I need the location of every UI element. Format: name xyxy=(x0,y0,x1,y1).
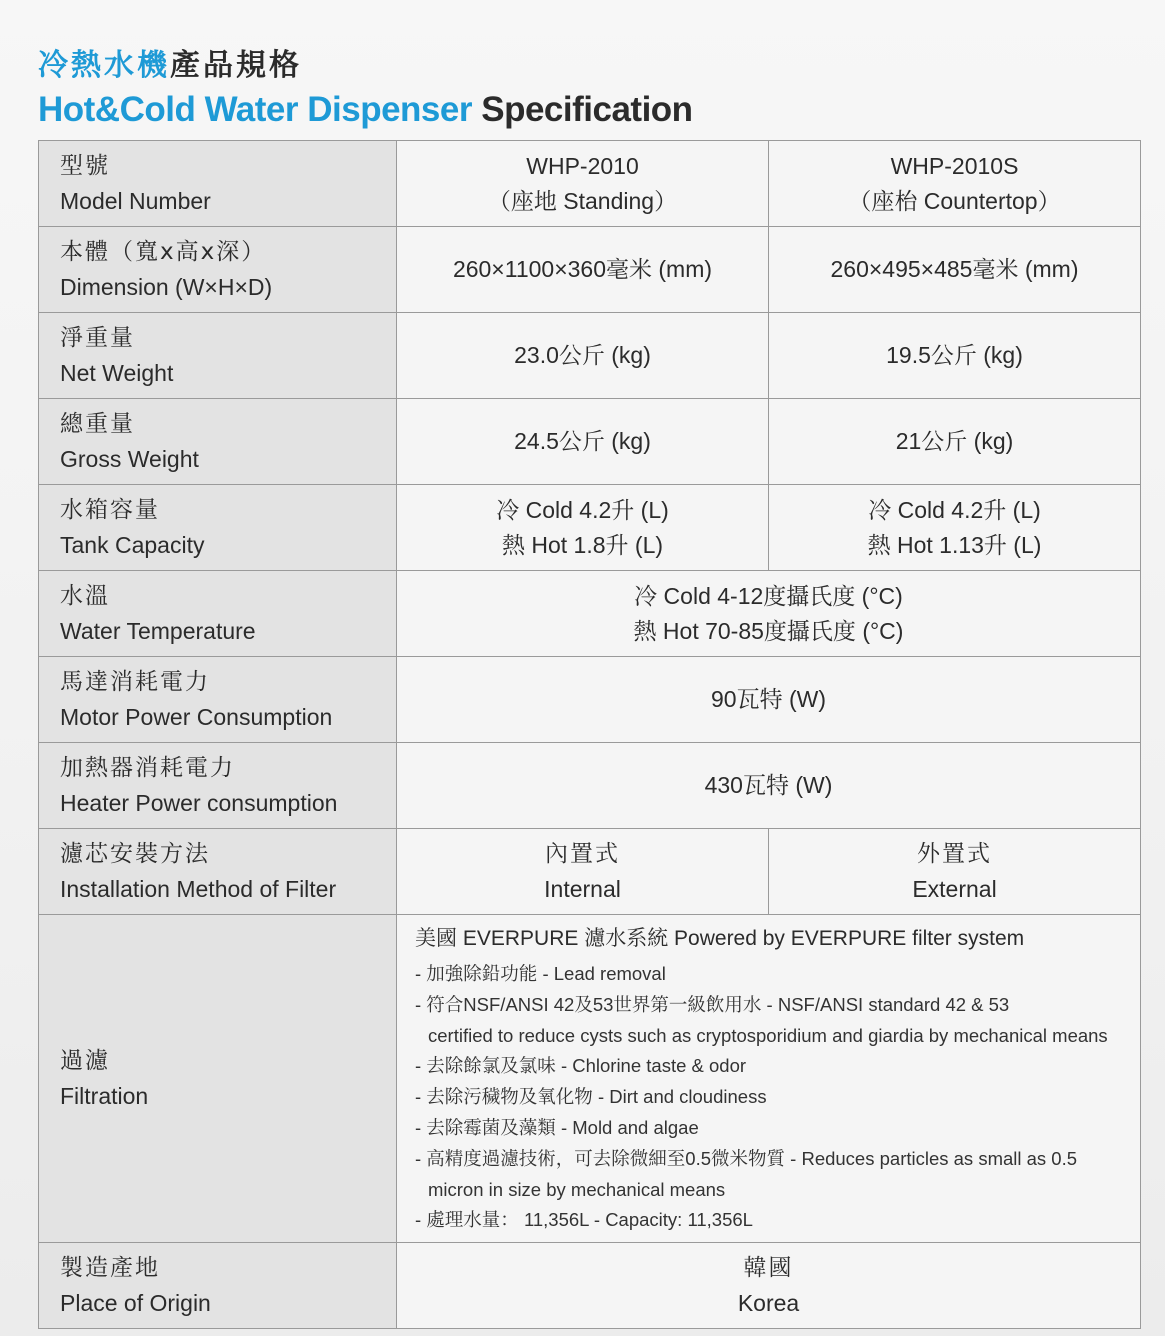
cell-dimension-1: 260×1100×360毫米 (mm) xyxy=(397,227,769,313)
title-en-dark: Specification xyxy=(481,90,693,129)
temp-hot: 熱 Hot 70-85度攝氏度 (°C) xyxy=(633,617,904,644)
table-row-origin xyxy=(39,1243,1141,1329)
tank-hot: 熱 Hot 1.13升 (L) xyxy=(867,531,1042,558)
table-row-tank-capacity xyxy=(39,485,1141,571)
list-item: certified to reduce cysts such as cryptosporidium and giardia by mechanical means xyxy=(428,1024,1108,1046)
table-row-gross-weight xyxy=(39,399,1141,485)
table-row-model xyxy=(39,141,1141,227)
label-en: Dimension (W×H×D) xyxy=(60,273,273,300)
label-en: Place of Origin xyxy=(60,1289,211,1316)
row-label xyxy=(39,1243,397,1329)
cell-filtration xyxy=(397,915,1141,1243)
cell-motor-power: 90瓦特 (W) xyxy=(397,657,1141,743)
cell-gross-weight-1: 24.5公斤 (kg) xyxy=(397,399,769,485)
label-en: Installation Method of Filter xyxy=(60,875,337,902)
filtration-list xyxy=(415,959,1140,1236)
cell-dimension-2: 260×495×485毫米 (mm) xyxy=(769,227,1141,313)
list-item: - 去除污穢物及氧化物 - Dirt and cloudiness xyxy=(415,1086,767,1108)
title-zh-accent: 冷熱水機 xyxy=(38,48,170,83)
temp-cold: 冷 Cold 4-12度攝氏度 (°C) xyxy=(634,582,903,609)
label-zh: 水溫 xyxy=(60,582,110,609)
row-label xyxy=(39,485,397,571)
cell-tank-2 xyxy=(769,485,1141,571)
label-zh: 淨重量 xyxy=(60,324,135,351)
list-item: - 去除霉菌及藻類 - Mold and algae xyxy=(415,1116,699,1138)
cell-tank-1 xyxy=(397,485,769,571)
model-type: （座枱 Countertop） xyxy=(848,187,1061,214)
title-zh-dark: 產品規格 xyxy=(170,48,302,83)
tank-hot: 熱 Hot 1.8升 (L) xyxy=(501,531,664,558)
filtration-header: 美國 EVERPURE 濾水系統 Powered by EVERPURE filter system xyxy=(415,927,1025,950)
label-en: Filtration xyxy=(60,1082,149,1109)
table-row-net-weight xyxy=(39,313,1141,399)
tank-cold: 冷 Cold 4.2升 (L) xyxy=(868,496,1041,523)
specification-table xyxy=(38,140,1141,1329)
list-item: - 去除餘氯及氯味 - Chlorine taste & odor xyxy=(415,1055,747,1077)
row-label xyxy=(39,743,397,829)
label-zh: 水箱容量 xyxy=(60,496,160,523)
tank-cold: 冷 Cold 4.2升 (L) xyxy=(496,496,669,523)
list-item: - 高精度過濾技術，可去除微細至0.5微米物質 - Reduces particles as small as 0.5 xyxy=(415,1147,1078,1169)
label-en: Tank Capacity xyxy=(60,531,205,558)
label-en: Motor Power Consumption xyxy=(60,703,333,730)
row-label xyxy=(39,399,397,485)
cell-origin xyxy=(397,1243,1141,1329)
label-en: Model Number xyxy=(60,187,211,214)
cell-whp-2010s xyxy=(769,141,1141,227)
cell-net-weight-1: 23.0公斤 (kg) xyxy=(397,313,769,399)
label-zh: 濾芯安裝方法 xyxy=(60,840,210,867)
row-label xyxy=(39,829,397,915)
page-title-chinese xyxy=(38,40,302,84)
origin-en: Korea xyxy=(737,1289,800,1316)
title-en-accent: Hot&Cold Water Dispenser xyxy=(38,90,472,129)
model-name: WHP-2010 xyxy=(526,152,639,179)
label-zh: 總重量 xyxy=(60,410,135,437)
row-label xyxy=(39,657,397,743)
cell-gross-weight-2: 21公斤 (kg) xyxy=(769,399,1141,485)
list-item: - 加強除鉛功能 - Lead removal xyxy=(415,963,666,984)
value-en: Internal xyxy=(544,875,621,902)
row-label xyxy=(39,915,397,1243)
list-item: - 處理水量： 11,356L - Capacity: 11,356L xyxy=(415,1209,753,1231)
list-item: - 符合NSF/ANSI 42及53世界第一級飲用水 - NSF/ANSI standard 42 & 53 xyxy=(415,993,1010,1015)
label-zh: 過濾 xyxy=(60,1047,110,1074)
model-type: （座地 Standing） xyxy=(487,187,678,214)
cell-filter-external xyxy=(769,829,1141,915)
label-en: Water Temperature xyxy=(60,617,256,644)
row-label xyxy=(39,313,397,399)
label-en: Net Weight xyxy=(60,359,174,386)
label-zh: 本體（寬x高x深） xyxy=(60,238,267,265)
cell-heater-power: 430瓦特 (W) xyxy=(397,743,1141,829)
origin-zh: 韓國 xyxy=(743,1254,794,1281)
row-label xyxy=(39,141,397,227)
table-row-heater-power xyxy=(39,743,1141,829)
label-zh: 製造產地 xyxy=(60,1254,160,1281)
cell-whp-2010 xyxy=(397,141,769,227)
label-en: Heater Power consumption xyxy=(60,789,338,816)
table-row-dimension xyxy=(39,227,1141,313)
row-label xyxy=(39,227,397,313)
table-row-filter-install xyxy=(39,829,1141,915)
model-name: WHP-2010S xyxy=(890,152,1019,179)
label-zh: 加熱器消耗電力 xyxy=(60,754,235,781)
value-zh: 內置式 xyxy=(545,840,620,867)
table-row-motor-power xyxy=(39,657,1141,743)
table-row-water-temperature xyxy=(39,571,1141,657)
table-row-filtration xyxy=(39,915,1141,1243)
label-zh: 馬達消耗電力 xyxy=(60,668,210,695)
label-en: Gross Weight xyxy=(60,445,199,472)
list-item: micron in size by mechanical means xyxy=(428,1178,726,1200)
value-en: External xyxy=(912,875,997,902)
cell-net-weight-2: 19.5公斤 (kg) xyxy=(769,313,1141,399)
value-zh: 外置式 xyxy=(917,840,992,867)
label-zh: 型號 xyxy=(60,152,110,179)
cell-filter-internal xyxy=(397,829,769,915)
page-title-english xyxy=(38,90,693,130)
cell-temperature xyxy=(397,571,1141,657)
row-label xyxy=(39,571,397,657)
